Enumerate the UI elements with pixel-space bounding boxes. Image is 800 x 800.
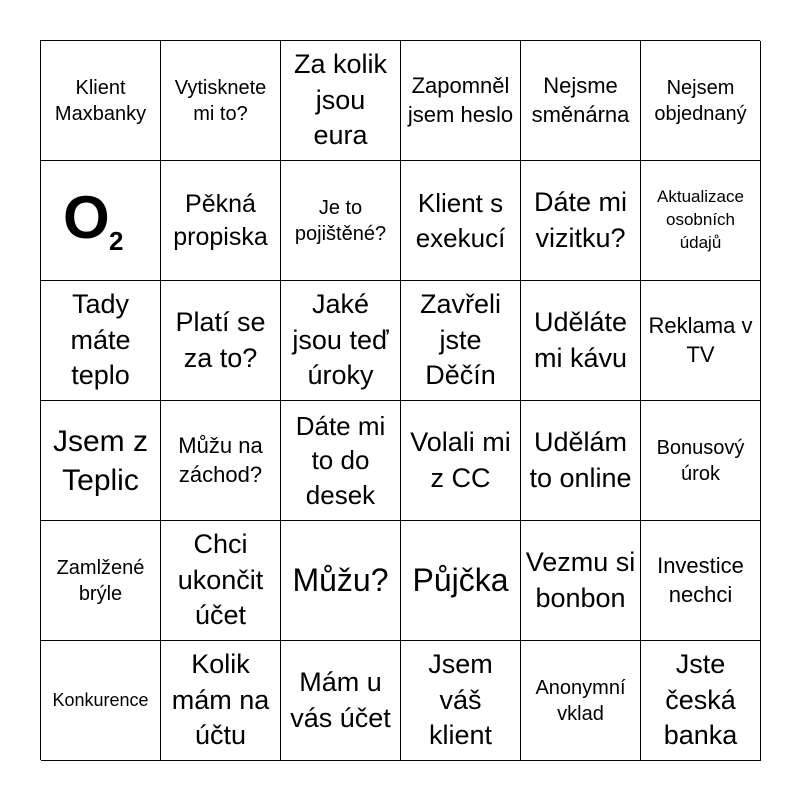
cell-label: Konkurence: [52, 689, 149, 710]
bingo-cell[interactable]: [41, 401, 161, 521]
cell-label: Mám u vás účet: [290, 666, 391, 733]
bingo-cell[interactable]: [281, 521, 401, 641]
cell-label: Zapomněl jsem heslo: [407, 72, 514, 127]
bingo-board: [40, 40, 760, 760]
logo-subscript: 2: [108, 225, 123, 256]
cell-label: Uděláte mi kávu: [533, 306, 628, 373]
cell-label: Platí se za to?: [175, 306, 266, 373]
bingo-cell[interactable]: [401, 41, 521, 161]
cell-label: Aktualizace osobních údajů: [657, 187, 744, 252]
cell-label: Je to pojištěné?: [294, 196, 387, 245]
cell-label: Vytisknete mi to?: [174, 76, 267, 125]
bingo-cell[interactable]: [41, 281, 161, 401]
cell-label: Reklama v TV: [648, 312, 753, 367]
bingo-cell[interactable]: [161, 281, 281, 401]
bingo-cell[interactable]: [641, 401, 761, 521]
cell-label: Chci ukončit účet: [177, 529, 264, 631]
bingo-cell[interactable]: [161, 401, 281, 521]
cell-label: Nejsme směnárna: [531, 72, 630, 127]
cell-label: Klient s exekucí: [415, 188, 506, 253]
cell-label: Za kolik jsou eura: [293, 49, 388, 151]
cell-label: Jsem váš klient: [428, 649, 493, 751]
bingo-cell-logo[interactable]: [41, 161, 161, 281]
bingo-cell[interactable]: [521, 521, 641, 641]
cell-label: Pěkná propiska: [173, 189, 268, 251]
cell-label: Dáte mi to do desek: [295, 411, 386, 510]
cell-label: Jste česká banka: [663, 649, 738, 751]
bingo-cell[interactable]: [641, 641, 761, 761]
cell-label: Volali mi z CC: [410, 426, 511, 493]
cell-label: Můžu na záchod?: [178, 432, 263, 487]
cell-label: Klient Maxbanky: [54, 76, 147, 125]
bingo-cell[interactable]: [41, 41, 161, 161]
bingo-cell[interactable]: [641, 161, 761, 281]
cell-label: Jaké jsou teď úroky: [292, 289, 389, 391]
bingo-cell[interactable]: [41, 641, 161, 761]
bingo-cell[interactable]: [161, 161, 281, 281]
bingo-cell[interactable]: [281, 41, 401, 161]
bingo-cell[interactable]: [161, 521, 281, 641]
bingo-cell[interactable]: [641, 521, 761, 641]
bingo-cell[interactable]: [161, 641, 281, 761]
bingo-cell[interactable]: [161, 41, 281, 161]
cell-label: Anonymní vklad: [535, 676, 626, 725]
bingo-cell[interactable]: [521, 161, 641, 281]
cell-label: Nejsem objednaný: [654, 76, 747, 125]
cell-label: Vezmu si bonbon: [525, 546, 636, 613]
cell-label: Investice nechci: [657, 552, 744, 607]
cell-label: Udělám to online: [529, 426, 632, 493]
bingo-cell[interactable]: [401, 401, 521, 521]
o2-logo-icon: [61, 186, 141, 256]
cell-label: Zavřeli jste Děčín: [419, 289, 501, 391]
bingo-cell[interactable]: [401, 161, 521, 281]
cell-label: Zamlžené brýle: [56, 556, 145, 605]
cell-label: Kolik mám na účtu: [171, 649, 270, 751]
bingo-cell[interactable]: [281, 161, 401, 281]
bingo-cell[interactable]: [281, 401, 401, 521]
bingo-cell[interactable]: [641, 281, 761, 401]
bingo-cell[interactable]: [401, 521, 521, 641]
bingo-cell[interactable]: [641, 41, 761, 161]
cell-label: Můžu?: [292, 561, 389, 598]
bingo-cell[interactable]: [521, 401, 641, 521]
cell-label: Tady máte teplo: [70, 289, 131, 391]
logo-letter: O: [62, 185, 110, 251]
bingo-cell[interactable]: [401, 641, 521, 761]
cell-label: Dáte mi vizitku?: [533, 186, 628, 253]
bingo-cell[interactable]: [521, 41, 641, 161]
cell-label: Bonusový úrok: [656, 436, 745, 485]
bingo-cell[interactable]: [521, 641, 641, 761]
bingo-cell[interactable]: [521, 281, 641, 401]
cell-label: Půjčka: [412, 561, 509, 598]
bingo-cell[interactable]: [281, 281, 401, 401]
bingo-cell[interactable]: [401, 281, 521, 401]
bingo-cell[interactable]: [281, 641, 401, 761]
cell-label: Jsem z Teplic: [52, 424, 148, 497]
bingo-cell[interactable]: [41, 521, 161, 641]
